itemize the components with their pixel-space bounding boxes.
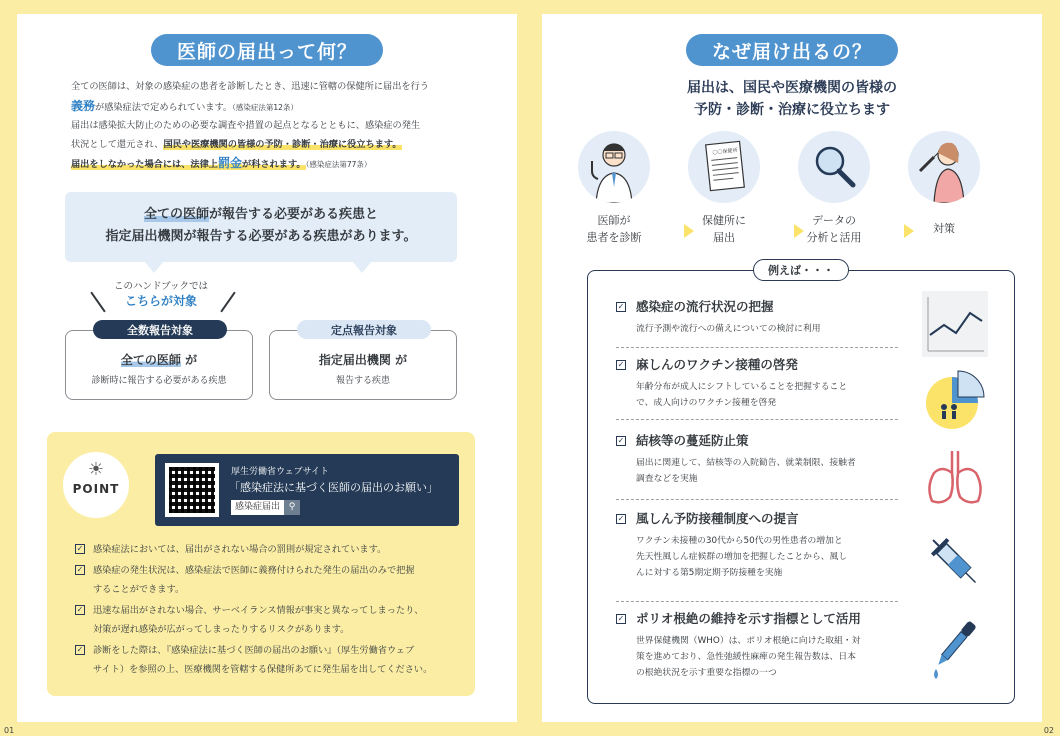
check-icon: ✓ — [76, 565, 84, 574]
list-item: ✓ 診断をした際は、『感染症法に基づく医師の届出のお願い』（厚生労働省ウェブ サイト）を参照の上、医療機関を管轄する保健所あてに発生届を出してください。 — [76, 645, 433, 675]
website-title[interactable]: 「感染症法に基づく医師の届出のお願い」 — [229, 481, 438, 494]
examples-label: 例えば・・・ — [753, 259, 849, 281]
qr-code[interactable] — [165, 463, 219, 517]
obligation-highlight: 義務 — [71, 98, 96, 113]
bubble-tail — [353, 262, 371, 273]
mhlw-website-card[interactable] — [155, 454, 459, 526]
page-right — [542, 14, 1042, 722]
line-chart-icon — [922, 291, 988, 357]
lightbulb-icon: ☀ — [87, 459, 105, 480]
page-left — [17, 14, 517, 722]
intro-text — [71, 78, 471, 175]
page-number: 01 — [4, 726, 15, 735]
intro-line: 届出は感染拡大防止のための必要な調査や措置の起点となるとともに、感染症の発生 — [71, 120, 421, 132]
check-icon: ✓ — [617, 514, 625, 523]
flow-step-analysis: データの 分析と活用 — [789, 131, 879, 246]
bubble-tail — [145, 262, 163, 273]
intro-line: 届出をしなかった場合には、法律上罰金が科されます。（感染症法第77条） — [71, 156, 372, 171]
benefit-highlight: 国民や医療機関の皆様の予防・診断・治療に役立ちます。 — [163, 138, 402, 150]
dropper-icon — [922, 615, 988, 681]
doctor-icon — [578, 131, 650, 203]
page-subtitle: 届出は、国民や医療機関の皆様の 予防・診断・治療に役立ちます — [687, 80, 897, 118]
examples-box — [587, 264, 1015, 704]
check-icon: ✓ — [617, 436, 625, 445]
nurse-syringe-icon — [908, 131, 980, 203]
example-item: ✓ 風しん予防接種制度への提言 ワクチン未接種の30代から50代の男性患者の増加と 先天性風しん症候群の増加を把握したことから、風し んに対する第5期定期予防接種を実施 — [617, 511, 848, 578]
fine-highlight: 罰金 — [218, 156, 243, 171]
intro-line: 全ての医師は、対象の感染症の患者を診断したとき、迅速に管轄の保健所に届出を行う — [71, 81, 429, 92]
flow-step-diagnosis: 医師が 患者を診断 — [569, 131, 659, 246]
separator — [616, 419, 898, 420]
list-item: ✓ 迅速な届出がされない場合、サーベイランス情報が事実と異なってしまったり、 対策が遅れ感染が広がってしまったりするリスクがあります。 — [76, 605, 424, 635]
list-item: ✓ 感染症の発生状況は、感染症法で医師に義務付けられた発生の届出のみで把握 することができます。 — [76, 565, 415, 595]
pie-chart-icon — [922, 367, 988, 433]
handbook-target-note: このハンドブックでは こちらが対象 — [113, 281, 209, 308]
page-title-why-notify: なぜ届け出るの？ — [686, 34, 898, 66]
search-input[interactable]: 感染症届出 — [231, 500, 284, 515]
flow-step-report: 〇〇保健所 保健所に 届出 — [679, 131, 769, 246]
point-badge: ☀ POINT — [63, 452, 129, 518]
disease-types-bubble: 全ての医師が報告する必要がある疾患と 指定届出機関が報告する必要がある疾患があります。 — [65, 192, 457, 262]
flow-step-measures: 対策 — [899, 131, 989, 237]
category-fixed-reports: 指定届出機関 が 報告する疾患 — [269, 330, 457, 400]
syringe-icon — [922, 529, 988, 595]
category-fixed-label: 定点報告対象 — [297, 320, 431, 339]
search-box[interactable] — [231, 500, 300, 515]
website-org: 厚生労働省ウェブサイト — [231, 467, 330, 477]
point-list — [75, 540, 459, 681]
separator — [616, 347, 898, 348]
check-icon: ✓ — [617, 614, 625, 623]
magnifier-icon — [798, 131, 870, 203]
search-icon[interactable]: ⚲ — [284, 500, 300, 515]
separator — [616, 601, 898, 602]
report-form-icon — [688, 131, 760, 203]
lungs-icon — [922, 443, 988, 509]
check-icon: ✓ — [617, 360, 625, 369]
example-item: ✓ 感染症の流行状況の把握 流行予測や流行への備えについての検討に利用 — [617, 299, 821, 334]
intro-line: 状況として還元され、国民や医療機関の皆様の予防・診断・治療に役立ちます。 — [71, 138, 402, 150]
separator — [616, 499, 898, 500]
check-icon: ✓ — [76, 605, 84, 614]
point-section — [47, 432, 475, 696]
svg-text:〇〇保健所: 〇〇保健所 — [712, 147, 738, 157]
page-title-what-is-notification: 医師の届出って何？ — [151, 34, 383, 66]
check-icon: ✓ — [617, 302, 625, 311]
page-number: 02 — [1043, 726, 1054, 735]
check-icon: ✓ — [76, 544, 84, 553]
category-all-reports: 全ての医師 が 診断時に報告する必要がある疾患 — [65, 330, 253, 400]
intro-line: 義務が感染症法で定められています。（感染症法第12条） — [71, 98, 298, 113]
example-item: ✓ 麻しんのワクチン接種の啓発 年齢分布が成人にシフトしていることを把握すること で、成人向けのワクチン接種を啓発 — [617, 357, 848, 408]
example-item: ✓ 結核等の蔓延防止策 届出に関連して、結核等の入院勧告、就業制限、接触者 調査などを実施 — [617, 433, 856, 484]
example-item: ✓ ポリオ根絶の維持を示す指標として活用 世界保健機関（WHO）は、ポリオ根絶に向けた取組・対 策を進めており、急性弛緩性麻痺の発生報告数は、日本 の根絶状況を示す重要な指標の一つ — [617, 611, 861, 678]
check-icon: ✓ — [76, 645, 84, 654]
category-all-label: 全数報告対象 — [93, 320, 227, 339]
list-item: ✓ 感染症法においては、届出がされない場合の罰則が規定されています。 — [76, 544, 387, 555]
